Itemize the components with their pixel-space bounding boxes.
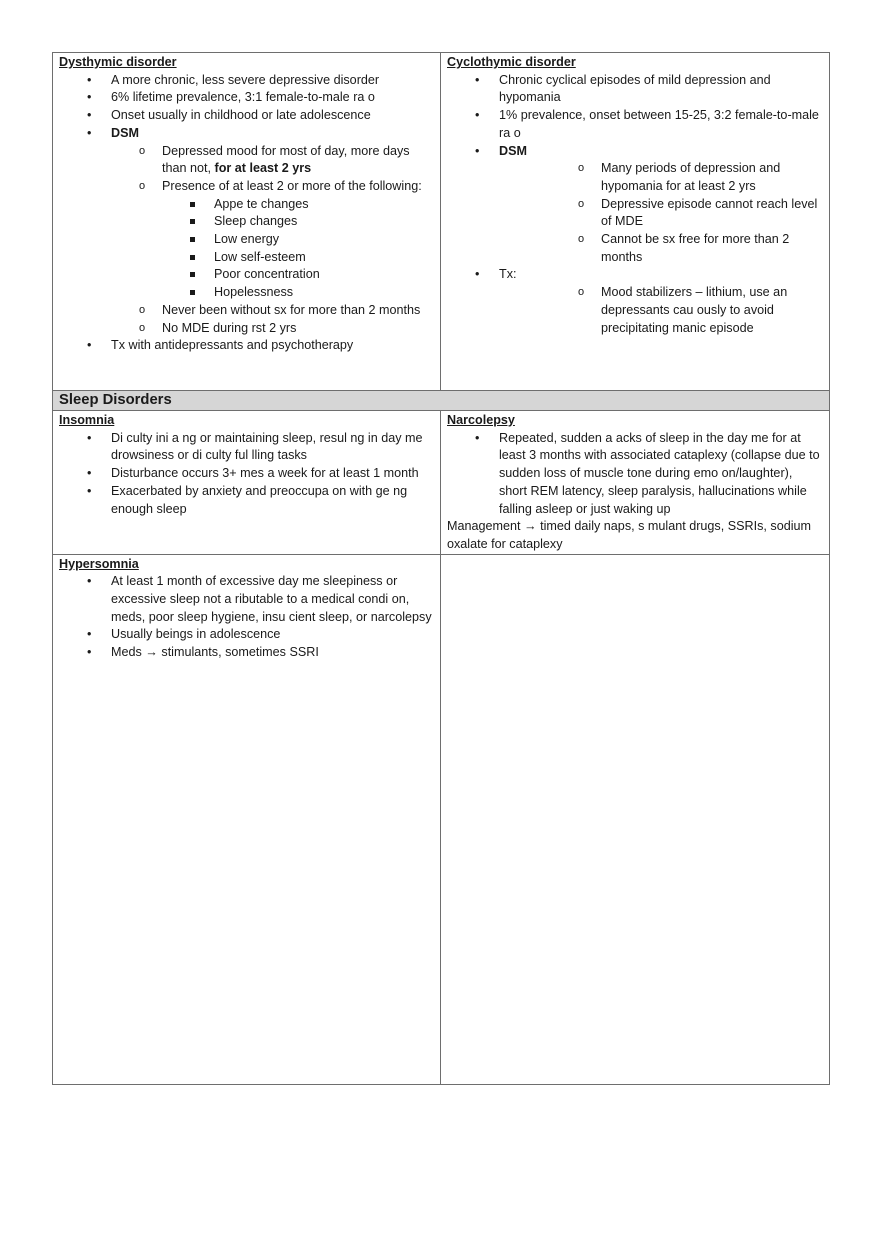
list-item: • A more chronic, less severe depressive disorder [59,72,434,90]
dsm-label: DSM [111,125,139,140]
list-item: Low energy [162,231,434,249]
mood-disorders-row [53,53,830,391]
section-header-row [53,391,830,411]
list-item: • Di culty ini a ng or maintaining sleep, resul ng in day me drowsiness or di culty ful lling tasks [59,430,434,465]
arrow-right-icon: → [524,519,537,534]
list-item: • Usually beings in adolescence [59,626,434,644]
list-item [110,178,434,302]
list-item: o Depressive episode cannot reach level of MDE [549,196,823,231]
list-item [59,644,434,662]
list-item: Appe te changes [162,196,434,214]
list-item: • Disturbance occurs 3+ mes a week for at least 1 month [59,465,434,483]
cyclothymic-list [447,72,823,338]
hypersomnia-cell [53,554,441,1084]
insomnia-cell [53,411,441,555]
dysthymic-cell [53,53,441,391]
list-item: o Mood stabilizers – lithium, use an depressants cau ously to avoid precipitating manic episode [549,284,823,337]
list-item: • Tx with antidepressants and psychotherapy [59,337,434,355]
list-item [59,125,434,337]
narcolepsy-list [447,430,823,519]
insomnia-list [59,430,434,519]
tx-label: Tx: [499,267,517,282]
dsm-criterion-bold: for at least 2 yrs [214,161,312,176]
list-item: o No MDE during rst 2 yrs [110,320,434,338]
hypersomnia-list [59,573,434,662]
meds-text: stimulants, sometimes SSRI [161,645,319,660]
narcolepsy-management [447,518,823,553]
list-item: Poor concentration [162,266,434,284]
list-item: o Cannot be sx free for more than 2 months [549,231,823,266]
hypersomnia-heading: Hypersomnia [59,556,139,571]
cyclothymic-heading: Cyclothymic disorder [447,55,576,69]
cyclothymic-cell [441,53,830,391]
cyclothymic-dsm-list [447,160,823,266]
list-item: o Never been without sx for more than 2 months [110,302,434,320]
list-item [447,143,823,267]
list-item: • Repeated, sudden a acks of sleep in the day me for at least 3 months with associated cataplexy (collapse due to sudden loss of muscle tone during emo on/laughter), short REM latency, sleep paralysis, hallucinations while falling asleep or just waking up [447,430,823,519]
empty-cell [441,554,830,1084]
list-item: • Onset usually in childhood or late adolescence [59,107,434,125]
cyclothymic-tx-list [447,284,823,337]
list-item [447,266,823,337]
list-item: • 1% prevalence, onset between 15-25, 3:2 female-to-male ra o [447,107,823,142]
notes-table [52,52,830,1085]
list-item: • At least 1 month of excessive day me sleepiness or excessive sleep not a ributable to a medical condi on, meds, poor sleep hygiene, insu cient sleep, or narcolepsy [59,573,434,626]
list-item: Hopelessness [162,284,434,302]
dsm-label: DSM [499,143,527,158]
sleep-row-2 [53,554,830,1084]
insomnia-heading: Insomnia [59,413,115,427]
dsm-criterion-text: Presence of at least 2 or more of the following: [162,178,422,193]
dysthymic-list [59,72,434,355]
symptom-list [110,196,434,302]
management-text: timed daily naps, s mulant drugs, SSRIs, sodium oxalate for cataplexy [447,519,811,551]
list-item: • Chronic cyclical episodes of mild depression and hypomania [447,72,823,107]
sleep-row-1 [53,411,830,555]
list-item: • Exacerbated by anxiety and preoccupa on with ge ng enough sleep [59,483,434,518]
section-title: Sleep Disorders [53,391,830,411]
management-label: Management [447,519,521,534]
narcolepsy-heading: Narcolepsy [447,413,515,427]
narcolepsy-cell [441,411,830,555]
list-item: Sleep changes [162,213,434,231]
list-item: • 6% lifetime prevalence, 3:1 female-to-male ra o [59,89,434,107]
list-item [110,143,434,178]
list-item: o Many periods of depression and hypomania for at least 2 yrs [549,160,823,195]
meds-label: Meds [111,645,142,660]
list-item: Low self-esteem [162,249,434,267]
dsm-criterion-text: Depressed mood for most of day, more days than not, [162,143,410,176]
dysthymic-dsm-list [59,143,434,338]
arrow-right-icon: → [145,645,158,660]
dysthymic-heading: Dysthymic disorder [59,55,177,69]
